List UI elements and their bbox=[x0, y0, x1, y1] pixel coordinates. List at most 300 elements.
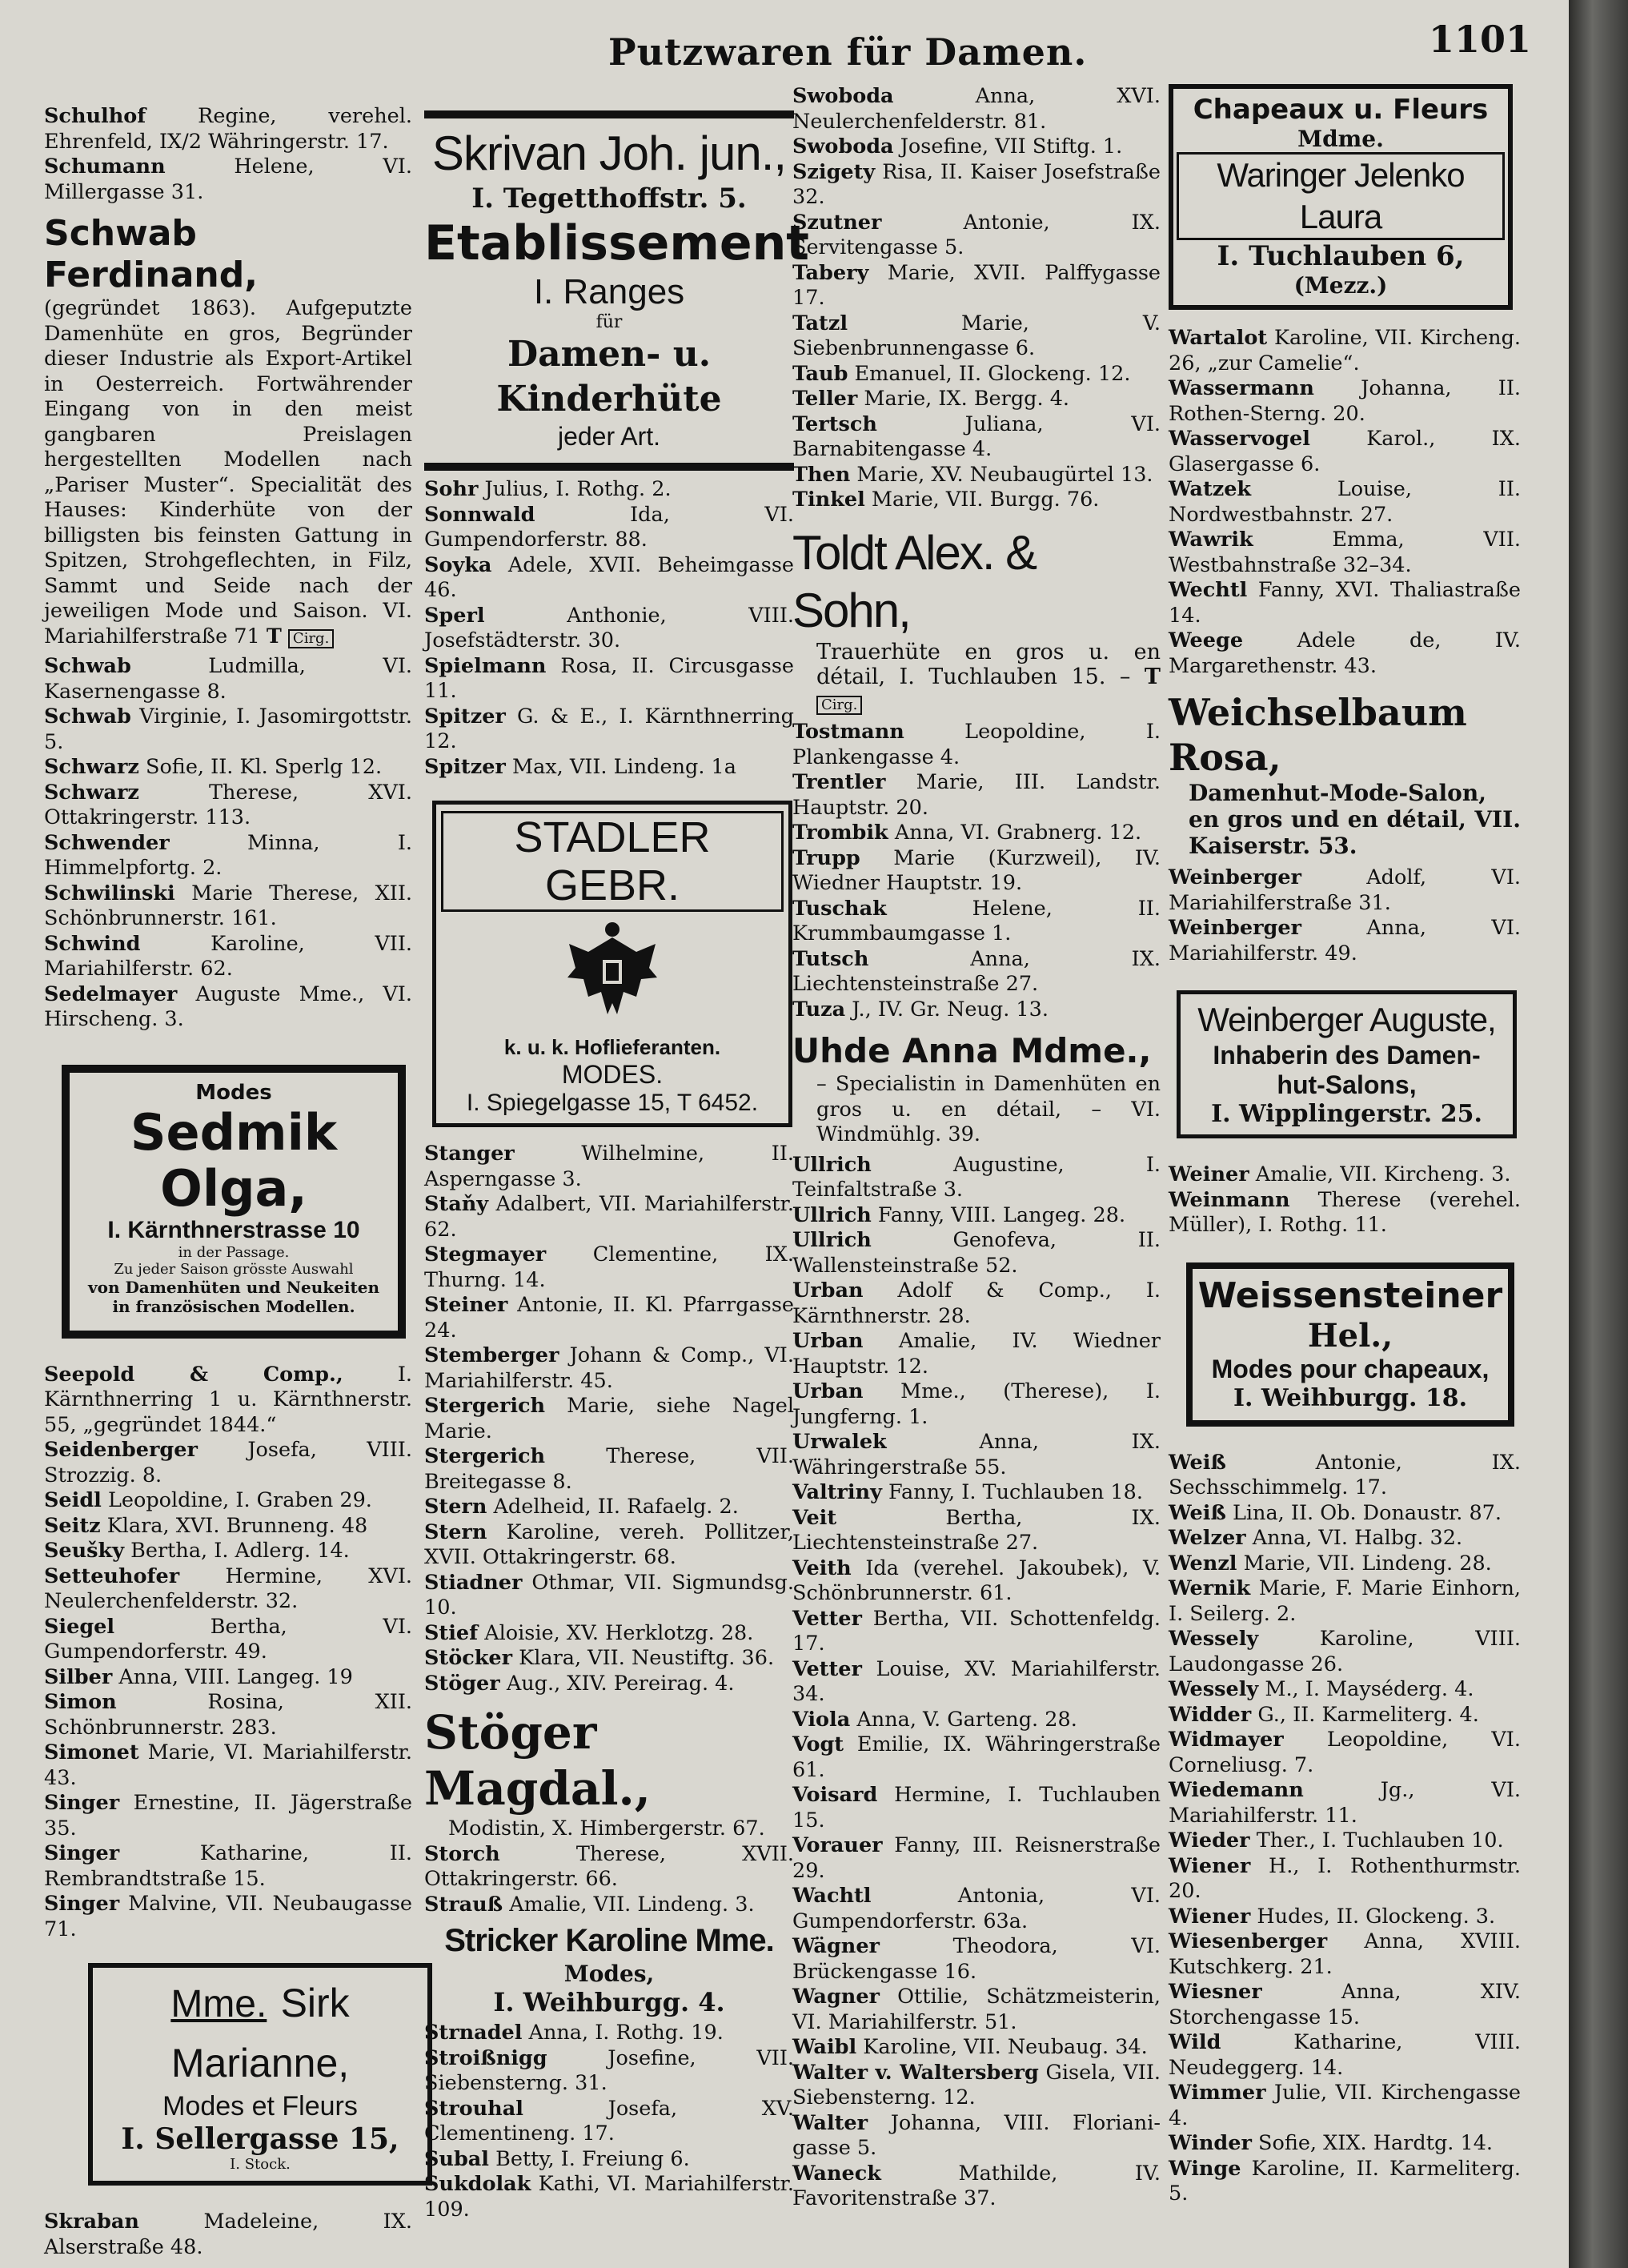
entry-name: Taub bbox=[792, 361, 848, 386]
entry-name: Urban bbox=[792, 1379, 864, 1403]
entry-address: Madeleine, IX. Alserstraße 48. bbox=[44, 2210, 413, 2259]
entry-address: Risa, II. Kaiser Josefstraße 32. bbox=[792, 159, 1161, 209]
entry-address: Ida, VI. Gumpendorferstr. 88. bbox=[424, 502, 795, 552]
entry-address: Adalbert, VII. Mariahilferstr. 62. bbox=[424, 1192, 795, 1242]
entry-name: Wimmer bbox=[1169, 2081, 1266, 2105]
entry-name: Wernik bbox=[1169, 1576, 1251, 1600]
directory-entry bbox=[44, 704, 412, 755]
ad-text: (gegründet 1863). Aufgeputzte Damenhüte en gros, Begründer dieser Industrie als Export-Artikel in Oesterreich. Fortwährender Eingang von in den meist gangbaren Preislagen hergestellten Modellen nach „Pariser Muster“. Specialität des Hauses: Kinderhüte von der billigsten bis feinsten Gattung in Spitzen, Strohgeflechten, in Filz, Sammt und Seide nach der jeweiligen Mode und Saison. VI. Mariahilferstraße 71 bbox=[44, 296, 412, 648]
entry-address: Leopoldine, I. Plankengasse 4. bbox=[792, 720, 1161, 769]
entry-name: Wachtl bbox=[792, 1884, 872, 1908]
advertiser-name: STADLER GEBR. bbox=[441, 811, 784, 912]
entry-name: Stief bbox=[424, 1620, 479, 1645]
entry-name: Wawrik bbox=[1169, 528, 1253, 552]
column-4 bbox=[1169, 84, 1521, 2207]
entry-name: Wiener bbox=[1169, 1904, 1251, 1929]
directory-entry bbox=[424, 2021, 794, 2046]
directory-entry bbox=[1169, 2081, 1521, 2131]
directory-entry bbox=[792, 947, 1161, 998]
entry-name: Staňy bbox=[424, 1192, 489, 1216]
ad-address: I. Weihburgg. 18. bbox=[1233, 1383, 1468, 1412]
directory-entry bbox=[424, 1142, 794, 1192]
directory-entry bbox=[424, 1842, 794, 1893]
directory-entry bbox=[792, 897, 1161, 947]
ad-text: Modistin, X. Himbergerstr. 67. bbox=[448, 1816, 765, 1840]
advertiser-name: Weissensteiner bbox=[1197, 1274, 1503, 1316]
directory-entry bbox=[792, 463, 1161, 488]
entry-address: Wilhelmine, II. Asperngasse 3. bbox=[424, 1142, 794, 1191]
ad-text: I. Stock. bbox=[230, 2156, 291, 2173]
entry-address: Bertha, VI. Gumpendorferstr. 49. bbox=[44, 1614, 413, 1664]
column-2 bbox=[424, 104, 809, 2222]
entry-name: Wasservogel bbox=[1169, 427, 1310, 451]
entry-address: Mathilde, IV. Favoritenstraße 37. bbox=[792, 2161, 1161, 2210]
entry-address: Anna, XVIII. Kutschkerg. 21. bbox=[1169, 1929, 1521, 1979]
entry-name: Tertsch bbox=[792, 411, 877, 436]
entry-name: Seepold & Comp., bbox=[44, 1362, 343, 1387]
entry-name: Valtriny bbox=[792, 1480, 882, 1504]
ad-text: (Mezz.) bbox=[1293, 272, 1388, 299]
directory-entry bbox=[44, 1690, 412, 1740]
entry-name: Sonnwald bbox=[424, 502, 535, 527]
entry-name: Szutner bbox=[792, 210, 882, 235]
advertiser-name: Uhde Anna Mdme., bbox=[792, 1031, 1152, 1070]
entry-address: Anthonie, VIII. Josefstädterstr. 30. bbox=[424, 603, 794, 652]
ad-subtitle: in der Passage. bbox=[178, 1243, 290, 1261]
entry-name: Stiadner bbox=[424, 1570, 523, 1595]
ad-text: Zu jeder Saison grösste Auswahl bbox=[114, 1260, 354, 1278]
entry-address: Rosa, II. Circusgasse 11. bbox=[424, 653, 794, 703]
ad-text: MODES. bbox=[561, 1060, 664, 1089]
entry-name: Stroißnigg bbox=[424, 2045, 547, 2070]
entry-address: Marie, F. Marie Einhorn, I. Seilerg. 2. bbox=[1169, 1576, 1522, 1626]
entry-address: Ther., I. Tuchlauben 10. bbox=[1256, 1828, 1504, 1853]
uhde-ad bbox=[792, 1030, 1161, 1148]
directory-entry bbox=[424, 1520, 794, 1571]
entry-name: Vorauer bbox=[792, 1833, 883, 1857]
directory-entry bbox=[792, 1228, 1161, 1279]
ad-heading: Chapeaux u. Fleurs bbox=[1193, 94, 1489, 126]
page-title: Putzwaren für Damen. bbox=[608, 30, 1088, 74]
entry-name: Vetter bbox=[792, 1656, 862, 1681]
entry-name: Tabery bbox=[792, 260, 869, 285]
entry-address: Katharine, II. Rembrandtstraße 15. bbox=[44, 1841, 413, 1891]
entry-address: Karol., IX. Glasergasse 6. bbox=[1169, 427, 1521, 476]
directory-entry bbox=[1169, 1778, 1521, 1828]
entry-name: Trupp bbox=[792, 845, 860, 870]
directory-entry bbox=[792, 1556, 1161, 1607]
ad-heading: Etablissement bbox=[424, 215, 809, 271]
directory-entry bbox=[1169, 1501, 1521, 1527]
directory-entry bbox=[44, 155, 412, 205]
entry-name: Siegel bbox=[44, 1614, 115, 1639]
entry-address: Jg., VI. Mariahilferstr. 11. bbox=[1169, 1778, 1521, 1828]
entry-address: Antonie, IX. Sechsschimmelg. 17. bbox=[1169, 1450, 1522, 1499]
entry-address: Anna, IX. Liechtensteinstraße 27. bbox=[792, 946, 1161, 996]
directory-entry bbox=[424, 1893, 794, 1918]
directory-entry bbox=[44, 881, 412, 932]
entry-address: Julius, I. Rothg. 2. bbox=[484, 477, 672, 501]
entry-name: Schwarz bbox=[44, 755, 139, 779]
directory-entry bbox=[1169, 528, 1521, 578]
directory-entry bbox=[44, 1514, 412, 1539]
entry-address: Adolf, VI. Mariahilferstraße 31. bbox=[1169, 865, 1521, 915]
directory-entry bbox=[424, 1293, 794, 1343]
entry-name: Wiesner bbox=[1169, 1980, 1262, 2004]
ad-address: I. Tegetthoffstr. 5. bbox=[471, 183, 747, 215]
entry-address: Bertha, IX. Liechtensteinstraße 27. bbox=[792, 1505, 1161, 1555]
directory-entry bbox=[1169, 865, 1521, 916]
entry-name: Then bbox=[792, 462, 851, 487]
entry-name: Subal bbox=[424, 2146, 489, 2171]
entry-address: Helene, VI. Millergasse 31. bbox=[44, 155, 412, 204]
entry-address: Hudes, II. Glockeng. 3. bbox=[1257, 1904, 1496, 1929]
advertiser-name: Stricker Karoline Mme. bbox=[444, 1923, 774, 1958]
entry-name: Strauß bbox=[424, 1892, 503, 1917]
directory-entry bbox=[792, 1480, 1161, 1506]
entry-name: Weinmann bbox=[1169, 1187, 1290, 1212]
directory-entry bbox=[1169, 1162, 1521, 1188]
entry-name: Wiesenberger bbox=[1169, 1929, 1328, 1953]
ad-address: I. Wipplingerstr. 25. bbox=[1211, 1100, 1482, 1128]
entry-name: Stern bbox=[424, 1495, 487, 1519]
entry-name: Teller bbox=[792, 387, 858, 411]
entry-name: Silber bbox=[44, 1664, 113, 1689]
entry-name: Spielmann bbox=[424, 653, 547, 678]
entry-address: Ida (verehel. Jakoubek), V. Schönbrunnerstr. 61. bbox=[792, 1555, 1161, 1605]
directory-entry bbox=[792, 1153, 1161, 1203]
entry-address: Emilie, IX. Währingerstraße 61. bbox=[792, 1732, 1161, 1782]
entry-address: Ernestine, II. Jägerstraße 35. bbox=[44, 1791, 412, 1840]
entry-name: Stanger bbox=[424, 1142, 515, 1166]
entry-address: Marie, V. Siebenbrunnengasse 6. bbox=[792, 311, 1161, 360]
entry-address: Minna, I. Himmelpfortg. 2. bbox=[44, 830, 412, 880]
ad-text: von Damenhüten und Neukeiten bbox=[87, 1277, 379, 1297]
directory-entry bbox=[792, 1783, 1161, 1833]
entry-address: J., IV. Gr. Neug. 13. bbox=[852, 997, 1049, 1022]
entry-address: Emanuel, II. Glockeng. 12. bbox=[854, 361, 1131, 386]
entry-name: Weiß bbox=[1169, 1500, 1226, 1525]
directory-entry bbox=[792, 311, 1161, 362]
directory-entry bbox=[44, 1539, 412, 1564]
ad-address: I. Sellergasse 15, bbox=[121, 2122, 399, 2156]
entry-address: Anna, XIV. Storchengasse 15. bbox=[1169, 1980, 1522, 2029]
directory-entry bbox=[424, 1495, 794, 1520]
entry-name: Sukdolak bbox=[424, 2172, 531, 2196]
directory-entry bbox=[792, 1279, 1161, 1329]
directory-entry bbox=[792, 720, 1161, 770]
entry-address: Anna, VI. Grabnerg. 12. bbox=[894, 821, 1142, 845]
entry-address: Fanny, XVI. Thaliastraße 14. bbox=[1169, 578, 1521, 628]
ad-address: I. Weihburgg. 4. bbox=[493, 1987, 725, 2017]
entry-name: Szigety bbox=[792, 159, 876, 184]
entry-name: Winder bbox=[1169, 2131, 1252, 2155]
entry-name: Waibl bbox=[792, 2035, 857, 2059]
entry-name: Weiß bbox=[1169, 1450, 1226, 1475]
directory-entry bbox=[424, 1394, 794, 1444]
entry-name: Trentler bbox=[792, 770, 886, 794]
entry-address: Kathi, VI. Mariahilferstr. 109. bbox=[424, 2172, 794, 2222]
directory-entry bbox=[792, 1934, 1161, 1985]
directory-entry bbox=[792, 1732, 1161, 1783]
directory-entry bbox=[1169, 916, 1521, 966]
ad-text: I. Ranges bbox=[533, 272, 685, 311]
ad-text: Modes pour chapeaux, bbox=[1211, 1354, 1490, 1383]
stoeger-ad bbox=[424, 1704, 794, 1842]
directory-entry bbox=[792, 1708, 1161, 1733]
entry-address: Josefa, XV. Clementineng. 17. bbox=[424, 2096, 794, 2146]
entry-name: Soyka bbox=[424, 552, 492, 577]
ad-text: hut-Salons, bbox=[1277, 1070, 1417, 1099]
directory-entry bbox=[424, 1242, 794, 1293]
ad-subtitle: Modes et Fleurs bbox=[162, 2091, 358, 2121]
directory-entry bbox=[424, 755, 794, 781]
stadler-ad bbox=[432, 801, 792, 1127]
entry-name: Wiedemann bbox=[1169, 1778, 1304, 1802]
entry-address: Klara, VII. Neustiftg. 36. bbox=[519, 1646, 775, 1670]
entry-name: Stegmayer bbox=[424, 1242, 547, 1266]
entry-address: Therese, XVI. Ottakringerstr. 113. bbox=[44, 780, 412, 829]
entry-address: Marie, siehe Nagel Marie. bbox=[424, 1394, 795, 1443]
ad-text: Hel., bbox=[1307, 1316, 1393, 1355]
schwab-ad bbox=[44, 213, 412, 649]
entry-address: Josefine, VII. Siebensterng. 31. bbox=[424, 2045, 795, 2095]
entry-name: Tuschak bbox=[792, 896, 887, 921]
entry-address: Therese, XVII. Ottakringerstr. 66. bbox=[424, 1841, 794, 1891]
entry-name: Strnadel bbox=[424, 2021, 523, 2045]
chapeaux-ad bbox=[1169, 84, 1513, 310]
entry-address: Karoline, VII. Mariahilferstr. 62. bbox=[44, 931, 413, 981]
entry-address: Marie Therese, XII. Schönbrunnerstr. 161. bbox=[44, 881, 413, 930]
directory-entry bbox=[424, 1646, 794, 1672]
directory-entry bbox=[44, 1841, 412, 1892]
entry-name: Stöger bbox=[424, 1671, 500, 1696]
directory-entry bbox=[792, 2111, 1161, 2162]
entry-name: Sperl bbox=[424, 603, 485, 628]
directory-entry bbox=[44, 932, 412, 982]
phone-icon: T bbox=[1144, 664, 1161, 689]
entry-address: Ottilie, Schätzmeisterin, VI. Mariahilferstr. 51. bbox=[792, 1985, 1161, 2034]
entry-address: Aug., XIV. Pereirag. 4. bbox=[506, 1671, 735, 1696]
directory-entry bbox=[792, 846, 1161, 897]
directory-entry bbox=[792, 2162, 1161, 2212]
directory-entry bbox=[792, 211, 1161, 261]
entry-name: Ullrich bbox=[792, 1202, 872, 1227]
directory-entry bbox=[1169, 1929, 1521, 1980]
entry-address: Ludmilla, VI. Kasernengasse 8. bbox=[44, 654, 412, 704]
directory-entry bbox=[44, 654, 412, 704]
directory-entry bbox=[1169, 1703, 1521, 1728]
entry-name: Simonet bbox=[44, 1740, 139, 1764]
phone-icon: T bbox=[266, 624, 282, 648]
directory-entry bbox=[792, 998, 1161, 1023]
entry-name: Tutsch bbox=[792, 946, 869, 971]
entry-name: Walter v. Waltersberg bbox=[792, 2060, 1039, 2085]
entry-address: Marie, XVII. Palffygasse 17. bbox=[792, 260, 1161, 310]
entry-name: Ullrich bbox=[792, 1228, 872, 1252]
entry-address: Sofie, II. Kl. Sperlg 12. bbox=[145, 755, 383, 779]
directory-entry bbox=[1169, 628, 1521, 679]
entry-name: Vetter bbox=[792, 1606, 862, 1631]
directory-entry bbox=[44, 781, 412, 831]
double-eagle-crest-icon bbox=[564, 920, 660, 1024]
directory-entry bbox=[424, 1343, 794, 1394]
directory-entry bbox=[424, 1621, 794, 1647]
entry-address: Josefa, VIII. Strozzig. 8. bbox=[44, 1438, 412, 1487]
directory-entry bbox=[792, 134, 1161, 160]
directory-entry bbox=[1169, 1677, 1521, 1703]
entry-name: Walter bbox=[792, 2110, 868, 2135]
entry-address: Johann & Comp., VI. Mariahilferstr. 45. bbox=[424, 1343, 794, 1393]
directory-entry bbox=[1169, 1551, 1521, 1577]
directory-entry bbox=[792, 1657, 1161, 1708]
entry-address: Katharine, VIII. Neudeggerg. 14. bbox=[1169, 2030, 1522, 2080]
entry-address: Leopoldine, I. Graben 29. bbox=[107, 1488, 372, 1512]
directory-entry bbox=[792, 821, 1161, 846]
ad-text: Mdme. bbox=[1297, 126, 1384, 152]
entry-address: M., I. Mayséderg. 4. bbox=[1265, 1677, 1474, 1701]
directory-entry bbox=[44, 982, 412, 1033]
ad-prefix: Mme. bbox=[170, 1983, 267, 2025]
ad-address: I. Kärnthnerstrasse 10 bbox=[107, 1216, 360, 1243]
entry-address: Betty, I. Freiung 6. bbox=[495, 2146, 690, 2171]
advertiser-name: Sirk Marianne, bbox=[170, 1981, 350, 2085]
directory-entry bbox=[44, 1740, 412, 1791]
entry-address: Anna, VI. Halbg. 32. bbox=[1252, 1526, 1463, 1550]
entry-address: Therese (verehel. Müller), I. Rothg. 11. bbox=[1169, 1187, 1522, 1237]
entry-address: Malvine, VII. Neubaugasse 71. bbox=[44, 1892, 413, 1941]
entry-address: Karoline, vereh. Pollitzer, XVII. Ottakringerstr. 68. bbox=[424, 1519, 794, 1569]
directory-entry bbox=[424, 654, 794, 704]
entry-name: Schulhof bbox=[44, 104, 146, 128]
entry-name: Seušky bbox=[44, 1539, 125, 1563]
entry-name: Viola bbox=[792, 1707, 851, 1732]
advertiser-name: Skrivan Joh. jun., bbox=[431, 126, 787, 180]
directory-entry bbox=[1169, 1576, 1521, 1627]
entry-address: Lina, II. Ob. Donaustr. 87. bbox=[1232, 1500, 1502, 1525]
entry-address: Marie, XV. Neubaugürtel 13. bbox=[856, 462, 1153, 487]
advertiser-name: Weichselbaum Rosa, bbox=[1169, 691, 1467, 779]
entry-name: Tatzl bbox=[792, 311, 848, 335]
entry-address: Marie, III. Landstr. Hauptstr. 20. bbox=[792, 770, 1161, 820]
directory-entry bbox=[44, 1438, 412, 1488]
entry-address: Hermine, I. Tuchlauben 15. bbox=[792, 1783, 1161, 1832]
entry-address: I. Kärnthnerring 1 u. Kärnthnerstr. 55, „gegründet 1844.“ bbox=[44, 1362, 413, 1437]
entry-name: Tinkel bbox=[792, 488, 865, 512]
entry-address: Genofeva, II. Wallensteinstraße 52. bbox=[792, 1228, 1161, 1278]
directory-entry bbox=[792, 1833, 1161, 1884]
directory-entry bbox=[44, 104, 412, 155]
entry-address: Adele de, IV. Margarethenstr. 43. bbox=[1169, 628, 1521, 678]
directory-entry bbox=[792, 2035, 1161, 2061]
directory-entry bbox=[1169, 1627, 1521, 1677]
entry-name: Singer bbox=[44, 1841, 120, 1865]
entry-name: Spitzer bbox=[424, 754, 506, 779]
directory-entry bbox=[792, 1607, 1161, 1657]
entry-name: Swoboda bbox=[792, 134, 894, 159]
entry-address: Aloisie, XV. Herklotzg. 28. bbox=[484, 1620, 754, 1645]
directory-entry bbox=[1169, 2030, 1521, 2081]
ad-text: Damen- u. Kinderhüte bbox=[496, 334, 722, 419]
ad-text: Inhaberin des Damen- bbox=[1213, 1041, 1481, 1070]
entry-name: Stern bbox=[424, 1519, 487, 1544]
directory-entry bbox=[1169, 1980, 1521, 2030]
directory-entry bbox=[424, 503, 794, 553]
entry-name: Steiner bbox=[424, 1293, 508, 1317]
entry-address: Amalie, IV. Wiedner Hauptstr. 12. bbox=[792, 1329, 1161, 1379]
ad-text: Modes, bbox=[563, 1961, 655, 1987]
entry-address: Marie, VI. Mariahilferstr. 43. bbox=[44, 1740, 412, 1790]
entry-address: Marie, VII. Lindeng. 28. bbox=[1243, 1551, 1492, 1576]
advertiser-name: Toldt Alex. & Sohn, bbox=[792, 525, 1037, 637]
entry-address: Antonie, II. Kl. Pfarrgasse 24. bbox=[424, 1293, 795, 1343]
entry-address: Adelheid, II. Rafaelg. 2. bbox=[493, 1495, 739, 1519]
entry-address: Leopoldine, VI. Corneliusg. 7. bbox=[1169, 1728, 1521, 1777]
entry-address: Sofie, XIX. Hardtg. 14. bbox=[1258, 2131, 1494, 2155]
entry-address: Karoline, VII. Neubaug. 34. bbox=[863, 2035, 1148, 2059]
entry-name: Strouhal bbox=[424, 2096, 523, 2121]
sedmik-ad bbox=[62, 1065, 406, 1339]
book-binding-edge bbox=[1569, 0, 1628, 2268]
entry-address: Fanny, VIII. Langeg. 28. bbox=[877, 1202, 1126, 1227]
directory-entry bbox=[792, 770, 1161, 821]
entry-address: Augustine, I. Teinfaltstraße 3. bbox=[792, 1152, 1161, 1202]
directory-entry bbox=[1169, 2131, 1521, 2157]
entry-name: Schwender bbox=[44, 830, 170, 855]
directory-entry bbox=[1169, 2157, 1521, 2207]
directory-entry bbox=[424, 2147, 794, 2173]
directory-entry bbox=[792, 1329, 1161, 1379]
entry-name: Wartalot bbox=[1169, 326, 1268, 350]
entry-address: Louise, XV. Mariahilferstr. 34. bbox=[792, 1656, 1161, 1706]
entry-name: Seitz bbox=[44, 1513, 101, 1538]
directory-entry bbox=[1169, 1828, 1521, 1854]
directory-entry bbox=[792, 1430, 1161, 1480]
entry-address: Max, VII. Lindeng. 1a bbox=[511, 754, 736, 779]
entry-name: Schwab bbox=[44, 704, 131, 729]
entry-address: Anna, XVI. Neulerchenfelderstr. 81. bbox=[792, 84, 1161, 134]
directory-entry bbox=[792, 1884, 1161, 1934]
advertiser-name: Waringer Jelenko Laura bbox=[1177, 152, 1505, 240]
entry-name: Widder bbox=[1169, 1702, 1252, 1727]
entry-address: Johanna, II. Rothen-Sterng. 20. bbox=[1169, 376, 1522, 426]
entry-address: Regine, verehel. Ehrenfeld, IX/2 Währingerstr. 17. bbox=[44, 104, 412, 154]
directory-entry bbox=[792, 160, 1161, 211]
sirk-ad bbox=[88, 1963, 432, 2186]
directory-entry bbox=[44, 1615, 412, 1665]
entry-name: Wägner bbox=[792, 1934, 880, 1958]
entry-name: Wild bbox=[1169, 2030, 1221, 2054]
directory-entry bbox=[792, 2061, 1161, 2111]
entry-name: Waneck bbox=[792, 2161, 881, 2186]
entry-address: H., I. Rothenthurmstr. 20. bbox=[1169, 1853, 1522, 1903]
entry-name: Singer bbox=[44, 1892, 120, 1916]
entry-name: Voisard bbox=[792, 1783, 878, 1807]
entry-name: Urwalek bbox=[792, 1430, 887, 1454]
advertiser-name: Stöger Magdal., bbox=[424, 1705, 651, 1816]
directory-entry bbox=[792, 362, 1161, 387]
entry-address: Adolf & Comp., I. Kärnthnerstr. 28. bbox=[792, 1279, 1161, 1328]
registered-badge: Cirg. bbox=[288, 629, 334, 648]
entry-address: Bertha, I. Adlerg. 14. bbox=[130, 1539, 350, 1563]
entry-address: Johanna, VIII. Floriani-gasse 5. bbox=[792, 2110, 1161, 2160]
entry-name: Ullrich bbox=[792, 1152, 872, 1177]
directory-entry bbox=[44, 831, 412, 881]
entry-name: Singer bbox=[44, 1791, 120, 1815]
entry-address: Marie (Kurzweil), IV. Wiedner Hauptstr. 19. bbox=[792, 845, 1161, 895]
entry-name: Veith bbox=[792, 1555, 852, 1580]
directory-entry bbox=[44, 2210, 412, 2260]
